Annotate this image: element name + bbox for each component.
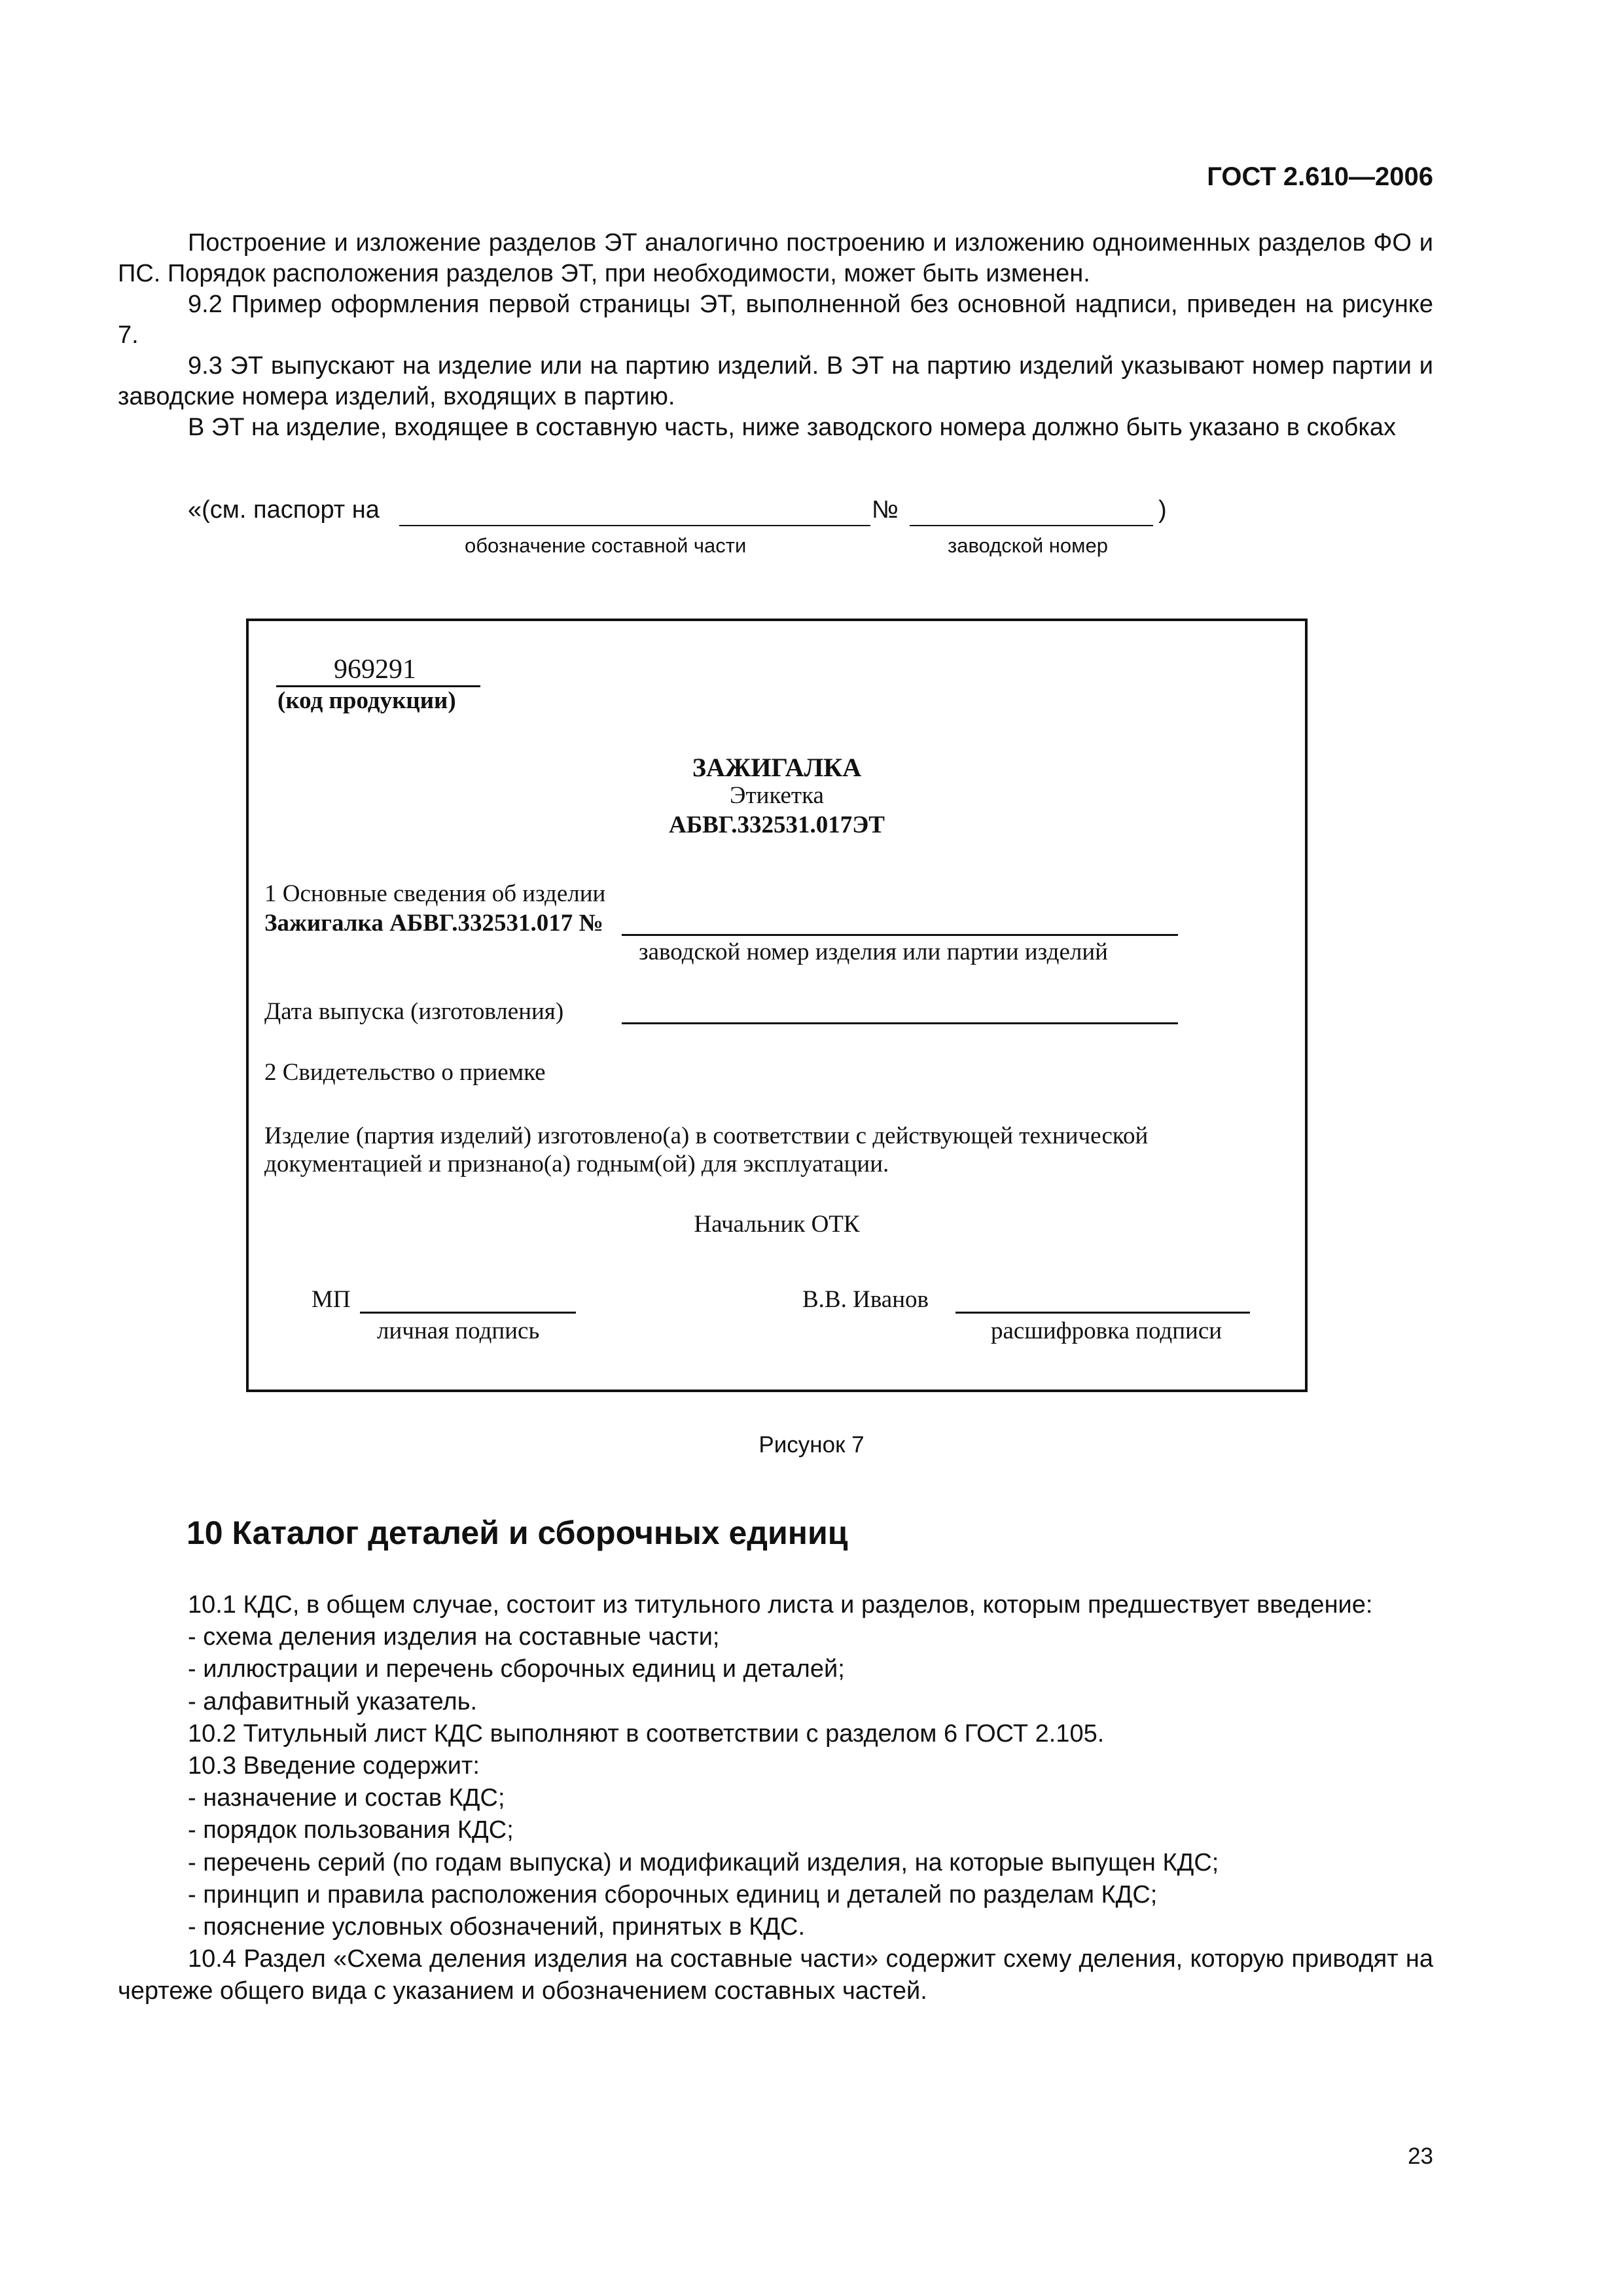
serial-number-field — [622, 934, 1178, 936]
document-type: Этикетка — [730, 782, 824, 809]
serial-number-blank — [910, 525, 1153, 526]
passport-suffix: ) — [1158, 496, 1167, 524]
section-10-body — [118, 1589, 1433, 2008]
signature-decode-field — [955, 1312, 1250, 1314]
serial-number-field-caption: заводской номер изделия или партии изделий — [639, 939, 1108, 965]
item-designation-line: Зажигалка АБВГ.332531.017 № — [264, 910, 603, 937]
release-date-field — [622, 1022, 1178, 1024]
list-item: - схема деления изделия на составные части; — [188, 1623, 720, 1651]
list-item: - порядок пользования КДС; — [188, 1816, 514, 1844]
paragraph-9-3: 9.3 ЭТ выпускают на изделие или на партию изделий. В ЭТ на партию изделий указывают номер партии и заводские номера изделий, входящих в партию. — [118, 352, 1433, 410]
intro-text — [118, 228, 1433, 443]
signature-caption: личная подпись — [377, 1318, 540, 1344]
product-code: 969291 — [334, 655, 416, 685]
section2-title: 2 Свидетельство о приемке — [264, 1059, 546, 1086]
document-designation: АБВГ.332531.017ЭТ — [668, 812, 885, 838]
paragraph-10-2: 10.2 Титульный лист КДС выполняют в соответствии с разделом 6 ГОСТ 2.105. — [188, 1719, 1105, 1748]
list-item: - пояснение условных обозначений, принятых в КДС. — [188, 1913, 806, 1941]
acceptance-text-line2: документацией и признано(а) годным(ой) для эксплуатации. — [264, 1151, 889, 1177]
list-item: - принцип и правила расположения сборочных единиц и деталей по разделам КДС; — [188, 1880, 1158, 1909]
stamp-label: МП — [312, 1286, 351, 1313]
standard-code: ГОСТ 2.610—2006 — [1207, 162, 1433, 191]
signer-name: В.В. Иванов — [802, 1286, 929, 1313]
page-number: 23 — [1408, 2144, 1433, 2169]
passport-prefix: «(см. паспорт на — [188, 496, 380, 524]
component-designation-caption: обозначение составной части — [465, 534, 747, 557]
list-item: - алфавитный указатель. — [188, 1687, 478, 1715]
signature-decode-caption: расшифровка подписи — [991, 1318, 1222, 1344]
chief-title: Начальник ОТК — [694, 1211, 860, 1238]
component-designation-blank — [399, 525, 870, 526]
paragraph-10-1: 10.1 КДС, в общем случае, состоит из титульного листа и разделов, которым предшествует введение: — [188, 1591, 1373, 1619]
signature-field — [360, 1312, 576, 1314]
release-date-label: Дата выпуска (изготовления) — [264, 998, 564, 1025]
serial-number-caption: заводской номер — [948, 534, 1108, 557]
list-item: - иллюстрации и перечень сборочных единиц и деталей; — [188, 1655, 845, 1683]
paragraph-brackets: В ЭТ на изделие, входящее в составную часть, ниже заводского номера должно быть указано в скобках — [188, 414, 1397, 441]
section-10-title: 10 Каталог деталей и сборочных единиц — [187, 1515, 848, 1551]
product-code-caption: (код продукции) — [277, 687, 456, 714]
paragraph-10-4: 10.4 Раздел «Схема деления изделия на составные части» содержит схему деления, которую приводят на чертеже общего вида с указанием и обозначением составных частей. — [118, 1945, 1433, 2005]
paragraph-et-structure: Построение и изложение разделов ЭТ аналогично построению и изложению одноименных разделов ФО и ПС. Порядок расположения разделов ЭТ, при необходимости, может быть изменен. — [118, 229, 1433, 287]
paragraph-9-2: 9.2 Пример оформления первой страницы ЭТ, выполненной без основной надписи, приведен на рисунке 7. — [118, 291, 1433, 349]
section1-title: 1 Основные сведения об изделии — [264, 880, 606, 907]
figure-caption: Рисунок 7 — [758, 1432, 865, 1458]
list-item: - перечень серий (по годам выпуска) и модификаций изделия, на которые выпущен КДС; — [188, 1848, 1219, 1876]
product-name: ЗАЖИГАЛКА — [692, 753, 862, 782]
label-sample-figure — [246, 619, 1308, 1392]
paragraph-10-3: 10.3 Введение содержит: — [188, 1752, 480, 1780]
number-sign: № — [872, 496, 899, 524]
list-item: - назначение и состав КДС; — [188, 1784, 505, 1812]
acceptance-text-line1: Изделие (партия изделий) изготовлено(а) в соответствии с действующей технической — [264, 1122, 1149, 1149]
passport-reference-line — [118, 496, 1433, 555]
